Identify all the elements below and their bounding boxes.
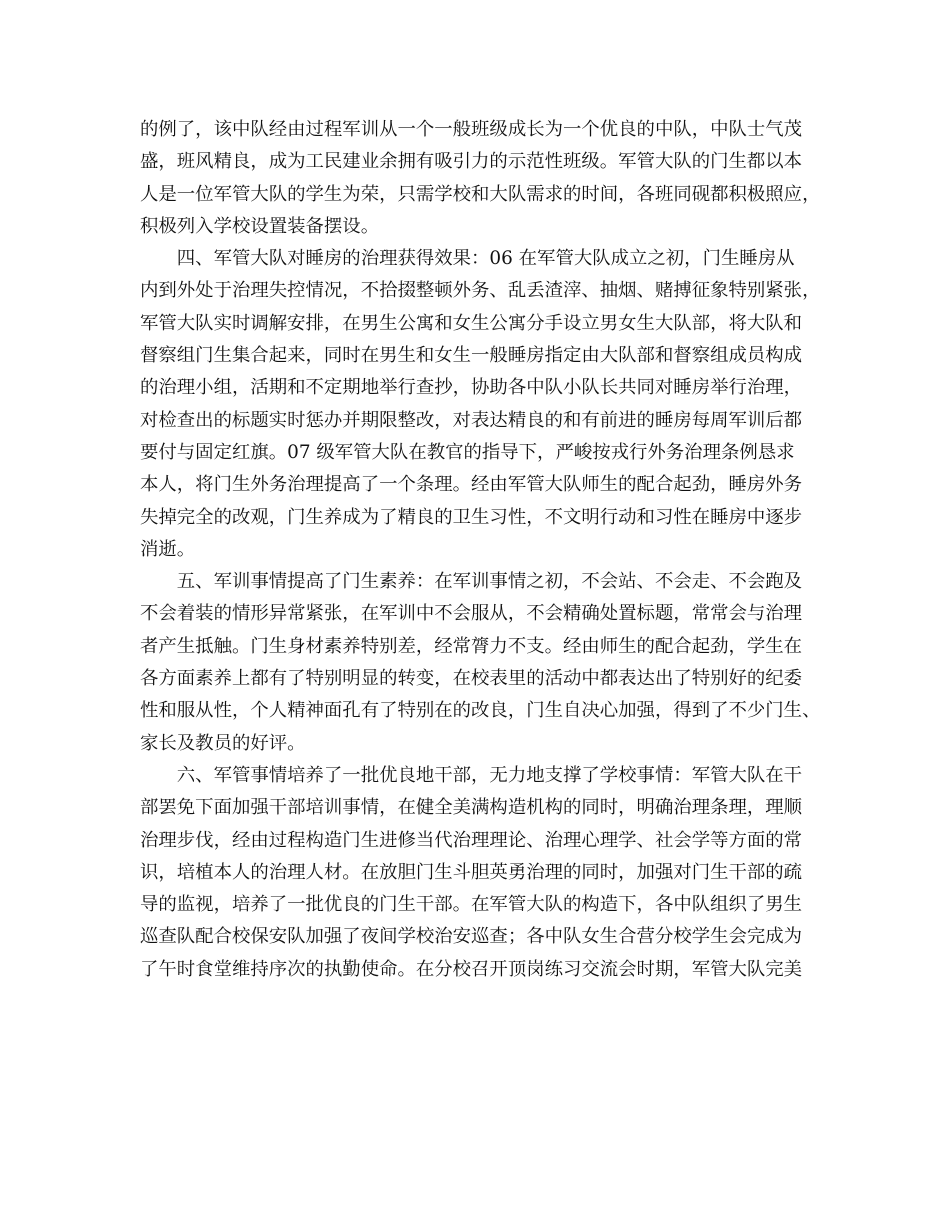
paragraph-1: [140, 114, 830, 243]
text-line: 消逝。: [140, 538, 196, 560]
text-line: 者产生抵触。门生身材素养特别差，经常膂力不支。经由师生的配合起劲，学生在: [140, 635, 803, 657]
text-line: 四、军管大队对睡房的治理获得效果：06 在军管大队成立之初，门生睡房从: [140, 248, 795, 270]
text-line: 积极列入学校设置装备摆设。: [140, 215, 380, 237]
text-line: 巡查队配合校保安队加强了夜间学校治安巡查；各中队女生合营分校学生会完成为: [140, 926, 803, 948]
text-line: 内到外处于治理失控情况，不拾掇整顿外务、乱丢渣滓、抽烟、赌搏征象特别紧张，: [140, 280, 821, 302]
text-line: 军管大队实时调解安排，在男生公寓和女生公寓分手设立男女生大队部，将大队和: [140, 312, 803, 334]
paragraph-2: [140, 243, 830, 566]
body-text: [140, 114, 830, 986]
text-line: 识，培植本人的治理人材。在放胆门生斗胆英勇治理的同时，加强对门生干部的疏: [140, 861, 803, 883]
paragraph-4: [140, 760, 830, 986]
text-line: 各方面素养上都有了特别明显的转变，在校表里的活动中都表达出了特别好的纪委: [140, 668, 803, 690]
text-line: 的例了，该中队经由过程军训从一个一般班级成长为一个优良的中队，中队士气茂: [140, 119, 803, 140]
text-line: 导的监视，培养了一批优良的门生干部。在军管大队的构造下，各中队组织了男生: [140, 894, 803, 916]
text-line: 要付与固定红旗。07 级军管大队在教官的指导下，严峻按戎行外务治理条例恳求: [140, 441, 795, 463]
text-line: 失掉完全的改观，门生养成为了精良的卫生习性，不文明行动和习性在睡房中逐步: [140, 506, 803, 528]
text-line: 的治理小组，活期和不定期地举行查抄，协助各中队小队长共同对睡房举行治理，: [140, 377, 803, 399]
paragraph-3: [140, 566, 830, 760]
text-line: 治理步伐，经由过程构造门生进修当代治理理论、治理心理学、社会学等方面的常: [140, 829, 803, 851]
text-line: 人是一位军管大队的学生为荣，只需学校和大队需求的时间，各班同砚都积极照应，: [140, 183, 821, 205]
text-line: 不会着装的情形异常紧张，在军训中不会服从，不会精确处置标题，常常会与治理: [140, 603, 803, 625]
text-line: 部罢免下面加强干部培训事情，在健全美满构造机构的同时，明确治理条理，理顺: [140, 797, 803, 819]
text-line: 对检查出的标题实时惩办并期限整改，对表达精良的和有前进的睡房每周军训后都: [140, 409, 803, 431]
text-line: 六、军管事情培养了一批优良地干部，无力地支撑了学校事情：军管大队在干: [140, 764, 803, 786]
text-line: 了午时食堂维持序次的执勤使命。在分校召开顶岗练习交流会时期，军管大队完美: [140, 958, 803, 980]
text-line: 督察组门生集合起来，同时在男生和女生一般睡房指定由大队部和督察组成员构成: [140, 345, 803, 367]
text-line: 本人，将门生外务治理提高了一个条理。经由军管大队师生的配合起劲，睡房外务: [140, 474, 803, 496]
text-line: 盛，班风精良，成为工民建业余拥有吸引力的示范性班级。军管大队的门生都以本: [140, 151, 803, 173]
text-line: 家长及教员的好评。: [140, 732, 306, 754]
text-line: 五、军训事情提高了门生素养：在军训事情之初，不会站、不会走、不会跑及: [140, 571, 803, 593]
text-line: 性和服从性，个人精神面孔有了特别在的改良，门生自决心加强，得到了不少门生、: [140, 700, 821, 722]
